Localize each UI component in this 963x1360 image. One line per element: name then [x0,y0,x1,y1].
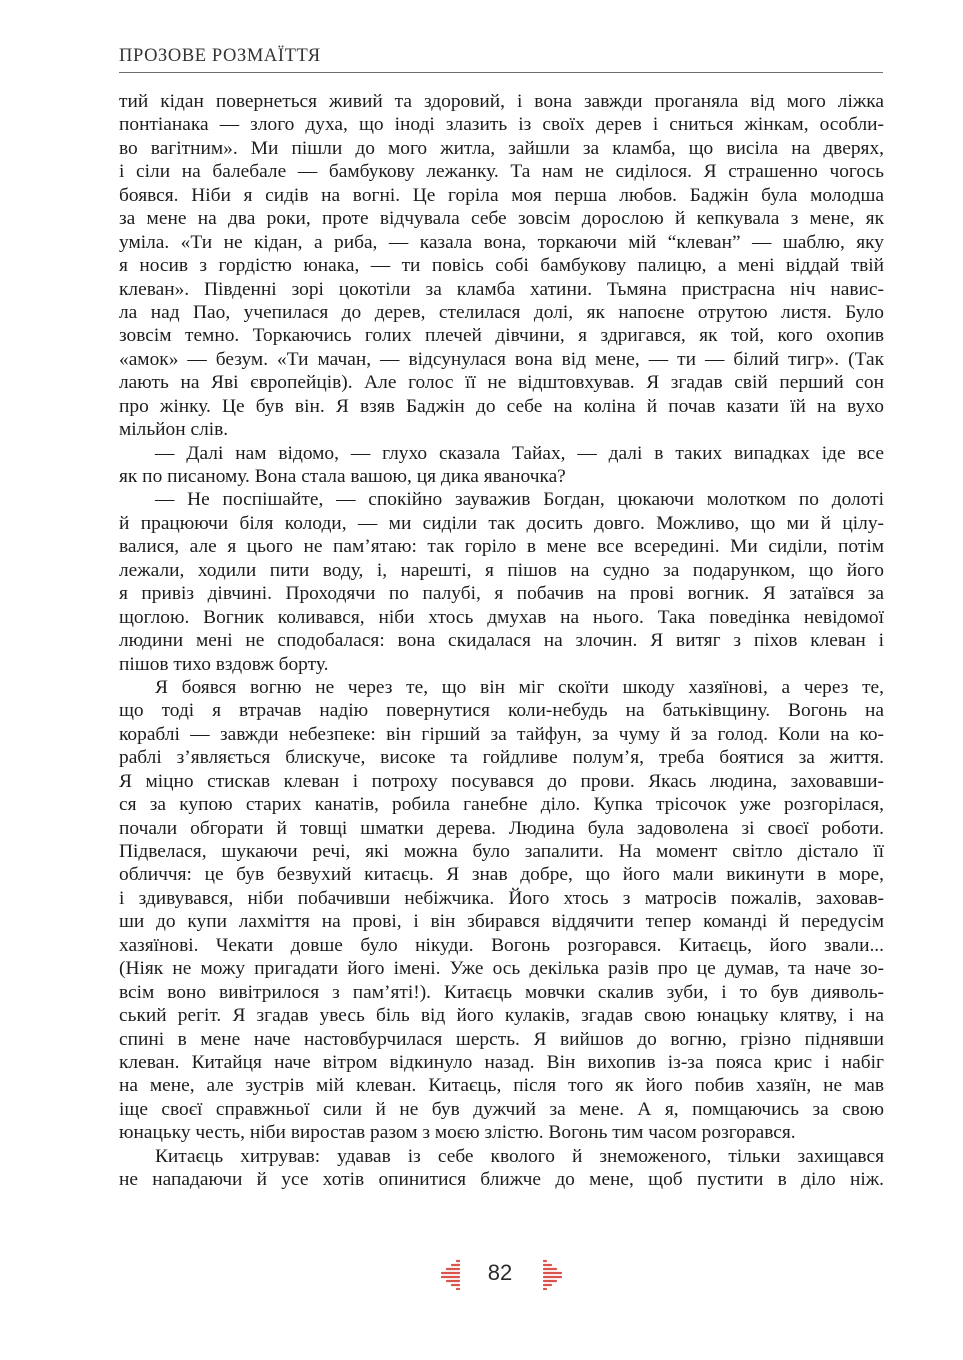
text-line: на мене, але зустрів мій клеван. Китаєць, після того як його побив хазяїн, не мав [119,1075,884,1097]
text-line: тий кідан повернеться живий та здоровий, і вона завжди проганяла від мого ліжка [119,91,884,112]
text-line: Я боявся вогню не через те, що він міг скоїти шкоду хазяїнові, а через те, [155,676,884,698]
text-line: що тоді я втрачав надію повернутися коли-небудь на батьківщину. Вогонь на [119,700,884,722]
running-header [119,46,883,73]
text-line: ла над Пао, учепилася до дерев, стелилася долі, як напоєне отрутою листя. Було [119,301,884,323]
text-line: за мене на два роки, проте відчувала себе зовсім дорослою й кепкувала з мене, як [119,208,884,230]
text-line: всім воно вивітрилося з пам’яті!). Китаєць мовчки скалив зуби, і то був дияволь- [119,981,884,1003]
text-line: лежали, ходили пити воду, і, нарешті, я пішов на судно за подарунком, що його [119,559,884,581]
text-line: щоглою. Вогник коливався, ніби хтось дмухав на нього. Така поведінка невідомої [119,606,884,628]
text-line: ся за купою старих канатів, робила ганебне діло. Купка трісочок уже розгорілася, [119,794,884,816]
text-line: обличчя: це був безвухий китаєць. Я знав добре, що його мали викинути в море, [119,864,884,886]
text-line: людини мені не сподобалася: вона скидалася на злочин. Я витяг з піхов клеван і [119,630,884,652]
text-line: як по писаному. Вона стала вашою, ця дика яваночка? [119,466,566,487]
text-line: пішов тихо вздовж борту. [119,653,329,675]
text-line: почали обгорати й товщі шматки дерева. Людина була задоволена зі своєї роботи. [119,817,884,839]
text-line: і сіли на балебале — бамбукову лежанку. Та нам не сиділося. Я страшенно чогось [119,161,884,183]
text-line: спині в мене наче настовбурчилася шерсть. Я вийшов до вогню, грізно піднявши [119,1028,884,1050]
right-ornament-icon [543,1258,563,1290]
text-line: клеван». Південні зорі цокотіли за кламба хатини. Тьмяна пристрасна ніч навис- [119,278,884,300]
text-line: хазяїнові. Чекати довше було нікуди. Вогонь розгорався. Китаєць, його звали... [119,934,884,956]
page-number: 82 [487,1260,513,1285]
text-line: клеван. Китайця наче вітром відкинуло назад. Він вихопив із-за пояса крис і набіг [119,1051,884,1073]
text-line: я носив з гордістю юнака, — ти повісь собі бамбукову палицю, а мені віддай твій [119,255,884,277]
text-line: мільйон слів. [119,419,229,441]
text-line: Китаєць хитрував: удавав із себе кволого й знеможеного, тільки захищався [155,1145,884,1167]
left-ornament-icon [440,1258,460,1290]
text-line: юнацьку честь, ніби виростав разом з моєю злістю. Вогонь тим часом розгорався. [119,1122,796,1144]
text-line: понтіанака — злого духа, що іноді злазить із своїх дерев і сниться жінкам, особли- [119,114,884,136]
text-line: ши до купи лахміття на прові, і він збирався віддячити тепер команді й передусім [119,911,884,933]
text-line: (Ніяк не можу пригадати його імені. Уже ось декілька разів про це думав, та наче зо- [119,958,884,980]
text-line: — Далі нам відомо, — глухо сказала Тайах, — далі в таких випадках іде все [155,442,884,464]
page-footer [0,1258,963,1298]
text-line: про жінку. Це був він. Я взяв Баджін до себе на коліна й почав казати їй на вухо [119,395,884,417]
text-line: не нападаючи й усе хотів опинитися ближче до мене, щоб пустити в діло ніж. [119,1169,884,1191]
text-line: кораблі — завжди небезпеке: він гірший за тайфун, за чуму й за голод. Коли на ко- [119,723,884,745]
text-line: Я міцно стискав клеван і потроху посувався до прови. Якась людина, заховавши- [119,770,884,792]
text-line: — Не поспішайте, — спокійно зауважив Богдан, цюкаючи молотком по долоті [155,489,884,511]
text-line: іще своєї справжньої сили й не був дужчий за мене. А я, помщаючись за свою [119,1098,884,1120]
text-line: Підвелася, шукаючи речі, які можна було запалити. На момент світло дістало її [119,841,884,862]
body-text [119,90,884,1192]
text-line: боявся. Ніби я сидів на вогні. Це горіла моя перша любов. Баджін була молодша [119,184,884,206]
text-line: зовсім темно. Торкаючись голих плечей дівчини, я здригався, як той, кого охопив [119,325,884,347]
text-line: валися, але я цього не пам’ятаю: так горіло в мене все всередині. Ми сиділи, потім [119,536,884,558]
text-line: ський регіт. Я згадав увесь біль від його кулаків, згадав свою юнацьку клятву, і на [119,1005,884,1027]
text-line: я привіз дівчині. Проходячи по палубі, я побачив на прові вогник. Я затаївся за [119,583,884,605]
text-line: уміла. «Ти не кідан, а риба, — казала вона, торкаючи мій “клеван” — шаблю, яку [119,231,884,253]
text-line: і здивувався, ніби побачивши небіжчика. Його хтось з матросів пожалів, заховав- [119,887,884,909]
text-line: й працюючи біля колоди, — ми сиділи так досить довго. Можливо, що ми й цілу- [119,512,884,534]
text-line: «амок» — безум. «Ти мачан, — відсунулася вона від мене, — ти — білий тигр». (Так [119,348,884,370]
section-title: ПРОЗОВЕ РОЗМАЇТТЯ [119,46,321,66]
text-line: во вагітним». Ми пішли до мого житла, зайшли за кламба, що висіла на дверях, [119,137,884,159]
text-line: раблі з’являється блискуче, високе та гойдливе полум’я, треба боятися за життя. [119,747,884,769]
text-line: лають на Яві європейців). Але голос її не відштовхував. Я згадав свій перший сон [119,372,884,394]
